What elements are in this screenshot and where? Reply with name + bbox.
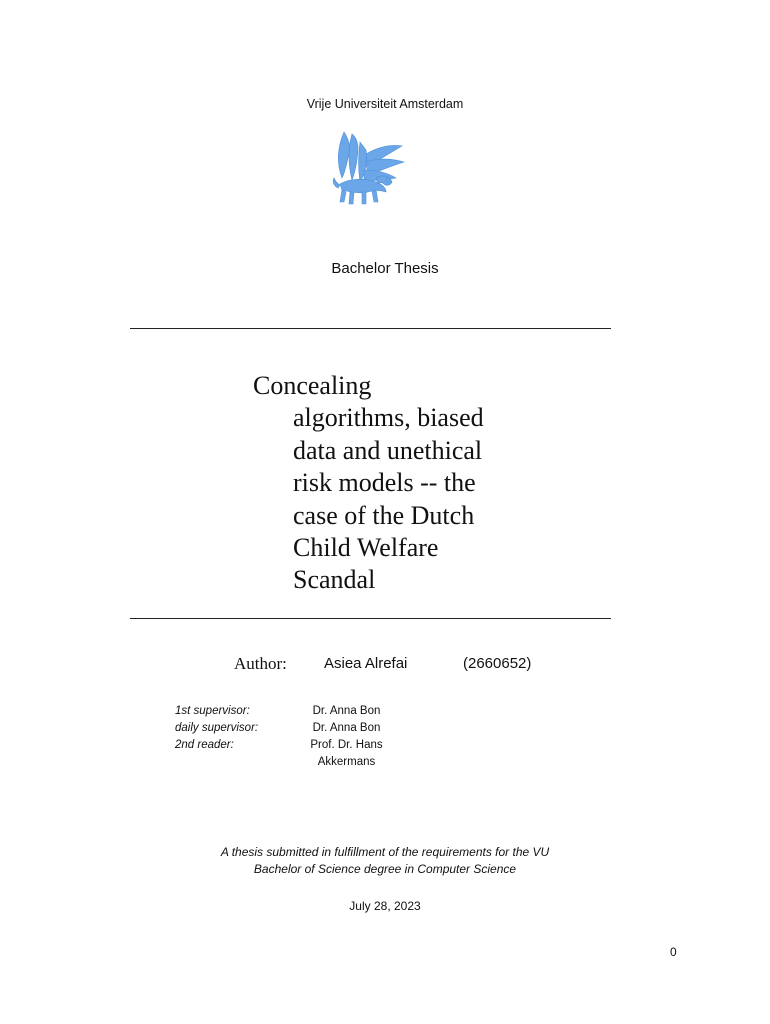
title-line: Child Welfare [293,533,439,563]
submission-line: A thesis submitted in fulfillment of the requirements for the VU [220,845,550,859]
page-number: 0 [670,945,677,959]
title-line: Scandal [293,565,376,595]
top-divider [130,328,611,329]
author-name: Asiea Alrefai [324,655,408,672]
submission-date: July 28, 2023 [349,899,421,913]
title-line: Concealing [253,371,372,400]
submission-statement [0,844,770,878]
title-line: algorithms, biased [293,403,484,433]
supervisor-name: Dr. Anna Bon [312,705,381,717]
supervision-names [295,703,398,771]
reader-name: Prof. Dr. Hans [310,739,383,751]
university-name: Vrije Universiteit Amsterdam [306,97,464,111]
daily-supervisor-name: Dr. Anna Bon [312,722,381,734]
reader-name-continued: Akkermans [317,756,376,768]
author-label: Author: [234,654,287,673]
student-id: (2660652) [463,655,532,672]
thesis-title [253,370,553,597]
role-first-supervisor: 1st supervisor: [175,705,250,717]
bottom-divider [130,618,611,619]
thesis-type: Bachelor Thesis [331,260,439,277]
title-line: data and unethical [293,435,483,465]
title-line: risk models -- the [293,468,476,498]
submission-line: Bachelor of Science degree in Computer Science [253,862,517,876]
vu-griffin-logo-icon [330,128,408,208]
role-daily-supervisor: daily supervisor: [175,722,259,734]
supervision-roles [175,703,258,754]
title-line: case of the Dutch [293,500,475,530]
role-second-reader: 2nd reader: [175,739,234,751]
